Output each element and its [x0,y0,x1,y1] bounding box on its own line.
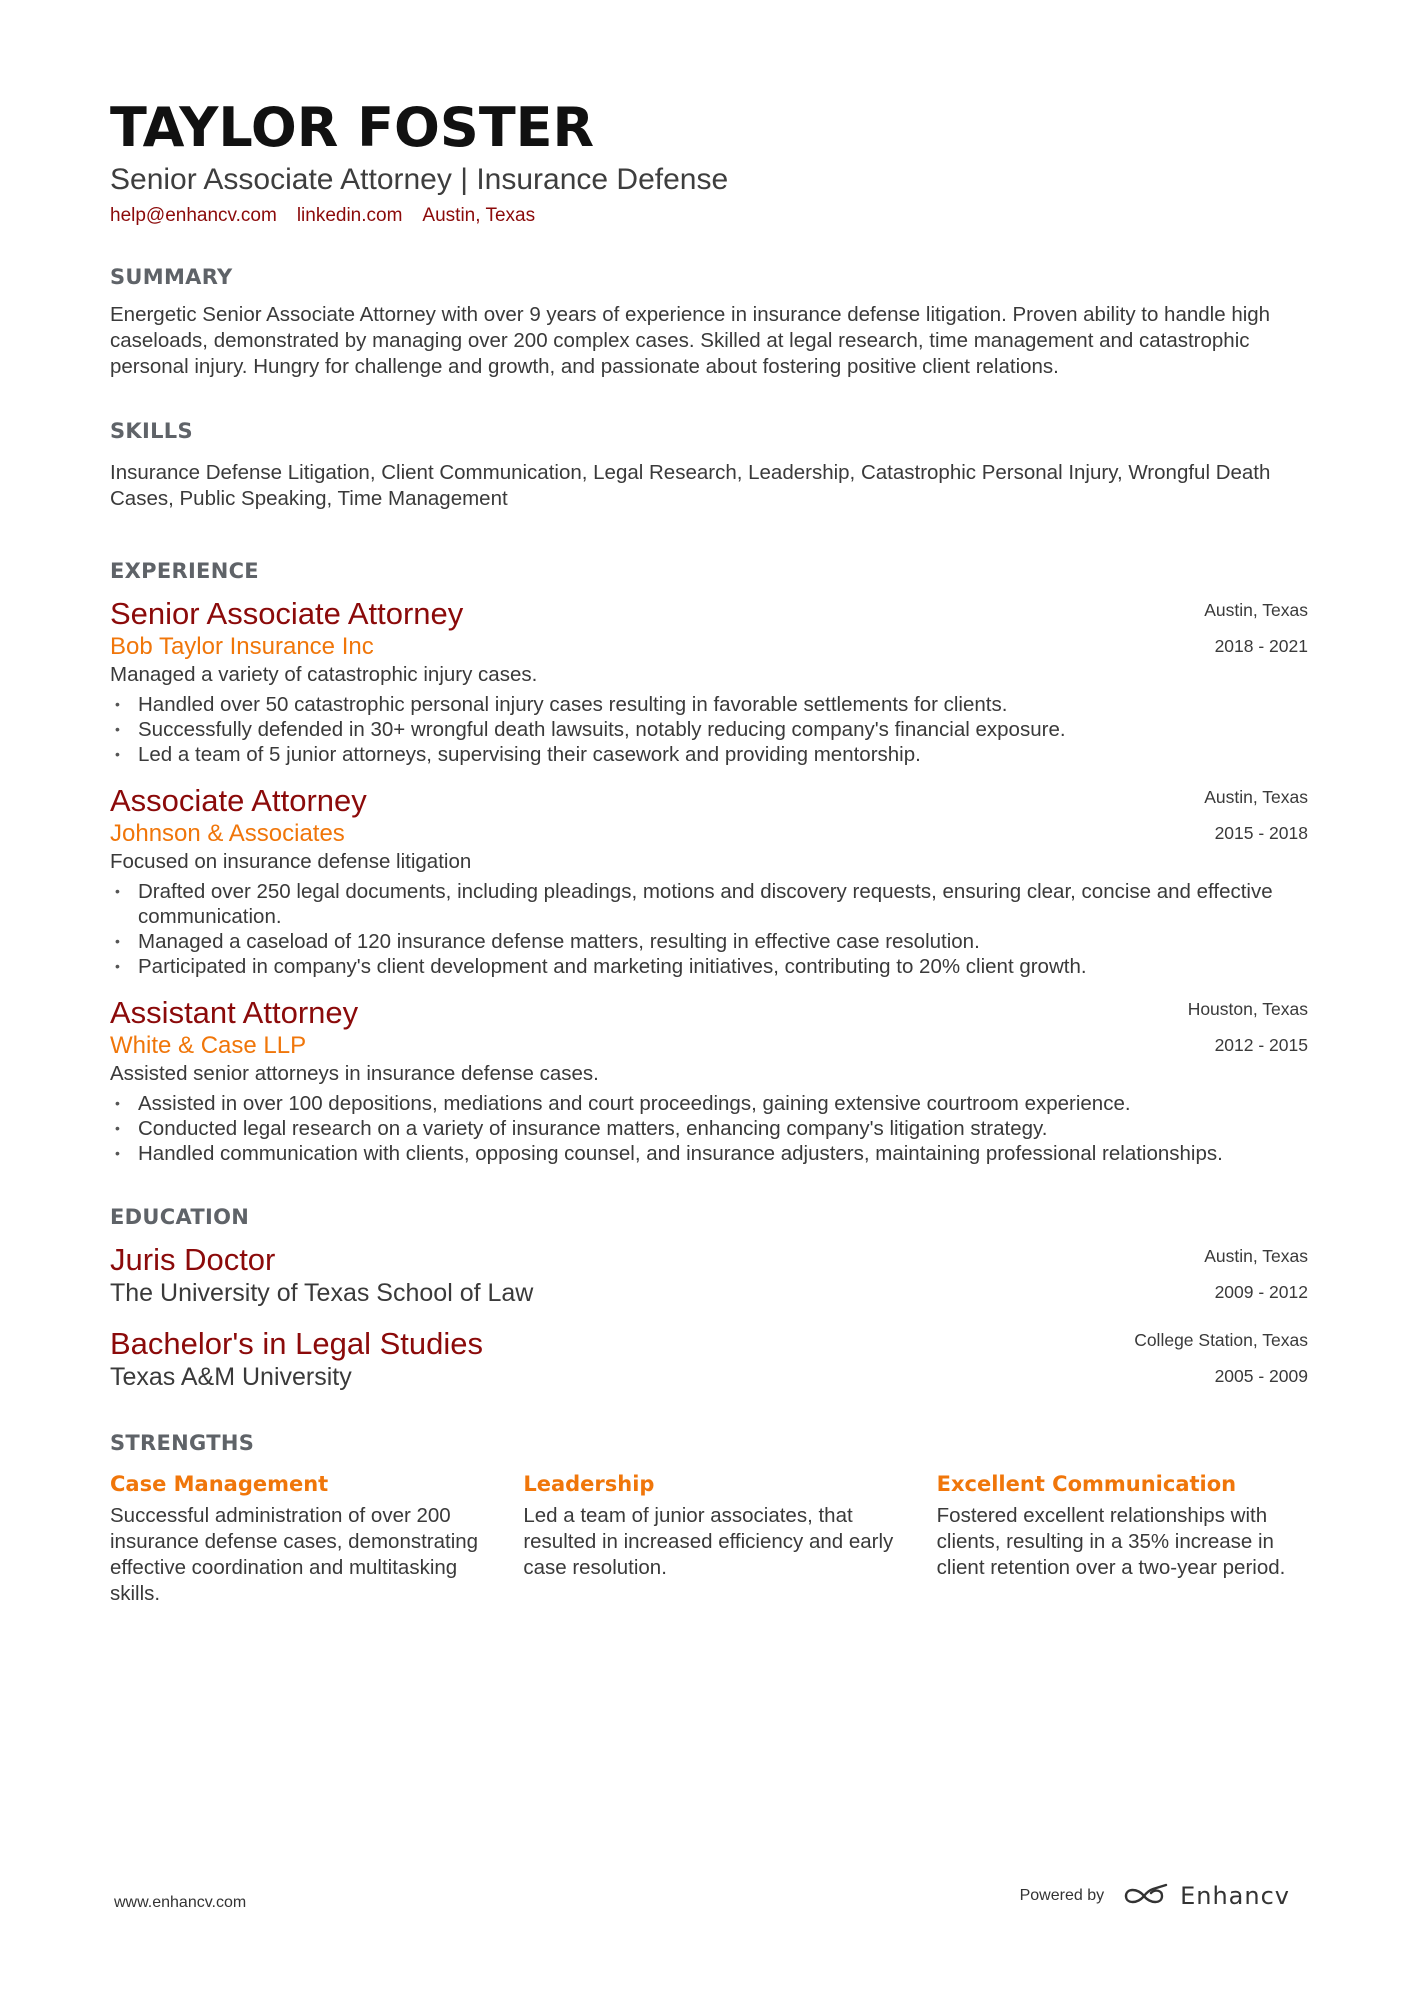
bullet-item: • Assisted in over 100 depositions, mediations and court proceedings, gaining extensive courtroom experience. [115,1092,1131,1115]
job-title: Assistant Attorney [110,995,359,1030]
job-location: Houston, Texas [1187,999,1308,1019]
section-title-experience: EXPERIENCE [110,559,259,583]
job-bullets [110,692,1308,767]
degree-title: Bachelor's in Legal Studies [110,1326,483,1361]
bullet-dot-icon: • [115,746,120,762]
resume-header [110,96,1308,228]
strength-item [110,1470,481,1607]
degree-title: Juris Doctor [110,1242,276,1277]
headline: Senior Associate Attorney | Insurance Defense [110,163,729,196]
bullet-item: • Drafted over 250 legal documents, including pleadings, motions and discovery requests, ensuring clear, concise and effective communication. [115,880,1273,928]
powered-by-label: Powered by [1019,1887,1105,1904]
job-meta [1204,783,1308,844]
school-name: Texas A&M University [110,1363,352,1391]
section-title-skills: SKILLS [110,419,193,443]
bullet-dot-icon: • [115,721,120,737]
education-meta [1204,1242,1308,1303]
strength-title: Leadership [523,1472,655,1496]
job-dates: 2018 - 2021 [1214,636,1308,656]
job-location: Austin, Texas [1204,600,1308,620]
linkedin-link[interactable]: linkedin.com [296,205,403,226]
bullet-item: • Managed a caseload of 120 insurance defense matters, resulting in effective case resolution. [115,930,980,953]
candidate-name: TAYLOR FOSTER [110,96,595,159]
job-description: Managed a variety of catastrophic injury cases. [110,663,538,686]
section-title-summary: SUMMARY [110,265,233,289]
company-name: Bob Taylor Insurance Inc [110,633,374,660]
skills-text: Insurance Defense Litigation, Client Communication, Legal Research, Leadership, Catastrophic Personal Injury, Wrongful Death Cases, Public Speaking, Time Management [110,461,1271,510]
job-title: Associate Attorney [110,783,367,818]
brand-name: Enhancv [1180,1882,1290,1910]
bullet-dot-icon: • [115,1095,120,1111]
experience-entry [110,596,1308,767]
strength-description: Led a team of junior associates, that resulted in increased efficiency and early case resolution. [523,1504,894,1579]
job-meta [1188,995,1308,1056]
education-entry [110,1326,1308,1392]
bullet-item: • Led a team of 5 junior attorneys, supervising their casework and providing mentorship. [115,743,921,766]
footer-branding [1020,1882,1290,1910]
job-description: Focused on insurance defense litigation [110,850,472,873]
enhancv-logo[interactable] [1122,1882,1290,1910]
bullet-dot-icon: • [115,1120,120,1136]
bullet-dot-icon: • [115,958,120,974]
bullet-item: • Participated in company's client development and marketing initiatives, contributing to 20% client growth. [115,955,1087,978]
strength-title: Case Management [110,1472,329,1496]
strength-title: Excellent Communication [936,1472,1237,1496]
job-title: Senior Associate Attorney [110,596,464,631]
education-location: College Station, Texas [1134,1330,1308,1350]
bullet-item: • Handled communication with clients, opposing counsel, and insurance adjusters, maintaining professional relationships. [115,1142,1223,1165]
job-bullets [110,879,1308,979]
skills-section [110,418,1308,512]
footer-website-link[interactable]: www.enhancv.com [114,1894,247,1911]
bullet-dot-icon: • [115,883,120,899]
email-link[interactable]: help@enhancv.com [110,205,277,226]
education-location: Austin, Texas [1204,1246,1308,1266]
education-dates: 2005 - 2009 [1214,1366,1308,1386]
section-title-education: EDUCATION [110,1205,250,1229]
bullet-item: • Conducted legal research on a variety of insurance matters, enhancing company's litigation strategy. [115,1117,1048,1140]
strengths-grid [110,1470,1308,1607]
school-name: The University of Texas School of Law [110,1279,534,1307]
education-dates: 2009 - 2012 [1214,1282,1308,1302]
education-meta [1134,1326,1308,1387]
bullet-dot-icon: • [115,1145,120,1161]
bullet-item: • Handled over 50 catastrophic personal injury cases resulting in favorable settlements for clients. [115,693,1008,716]
strength-description: Successful administration of over 200 insurance defense cases, demonstrating effective coordination and multitasking skills. [110,1504,479,1605]
strength-item [937,1470,1308,1607]
experience-section [110,558,1308,1166]
experience-entry [110,995,1308,1166]
experience-entry [110,783,1308,979]
strengths-section [110,1430,1308,1607]
bullet-dot-icon: • [115,933,120,949]
contact-info [110,204,1308,228]
summary-section [110,264,1308,380]
job-description: Assisted senior attorneys in insurance defense cases. [110,1062,599,1085]
strength-description: Fostered excellent relationships with clients, resulting in a 35% increase in client retention over a two-year period. [936,1504,1286,1579]
location-text: Austin, Texas [422,205,536,226]
bullet-dot-icon: • [115,696,120,712]
strength-item [523,1470,894,1607]
resume-page [110,96,1308,1607]
company-name: Johnson & Associates [110,820,345,847]
section-title-strengths: STRENGTHS [110,1431,255,1455]
bullet-item: • Successfully defended in 30+ wrongful death lawsuits, notably reducing company's financial exposure. [115,718,1066,741]
job-dates: 2015 - 2018 [1214,823,1308,843]
company-name: White & Case LLP [110,1032,307,1059]
job-bullets [110,1091,1308,1166]
summary-text: Energetic Senior Associate Attorney with over 9 years of experience in insurance defense litigation. Proven ability to handle high caseloads, demonstrated by managing over 200 complex cases. Skilled at legal research, time management and catastrophic personal injury. Hungry for challenge and growth, and passionate about fostering positive client relations. [110,303,1271,378]
enhancv-logo-icon [1122,1883,1170,1909]
job-dates: 2012 - 2015 [1214,1035,1308,1055]
education-section [110,1204,1308,1392]
education-entry [110,1242,1308,1308]
job-meta [1204,596,1308,657]
job-location: Austin, Texas [1204,787,1308,807]
